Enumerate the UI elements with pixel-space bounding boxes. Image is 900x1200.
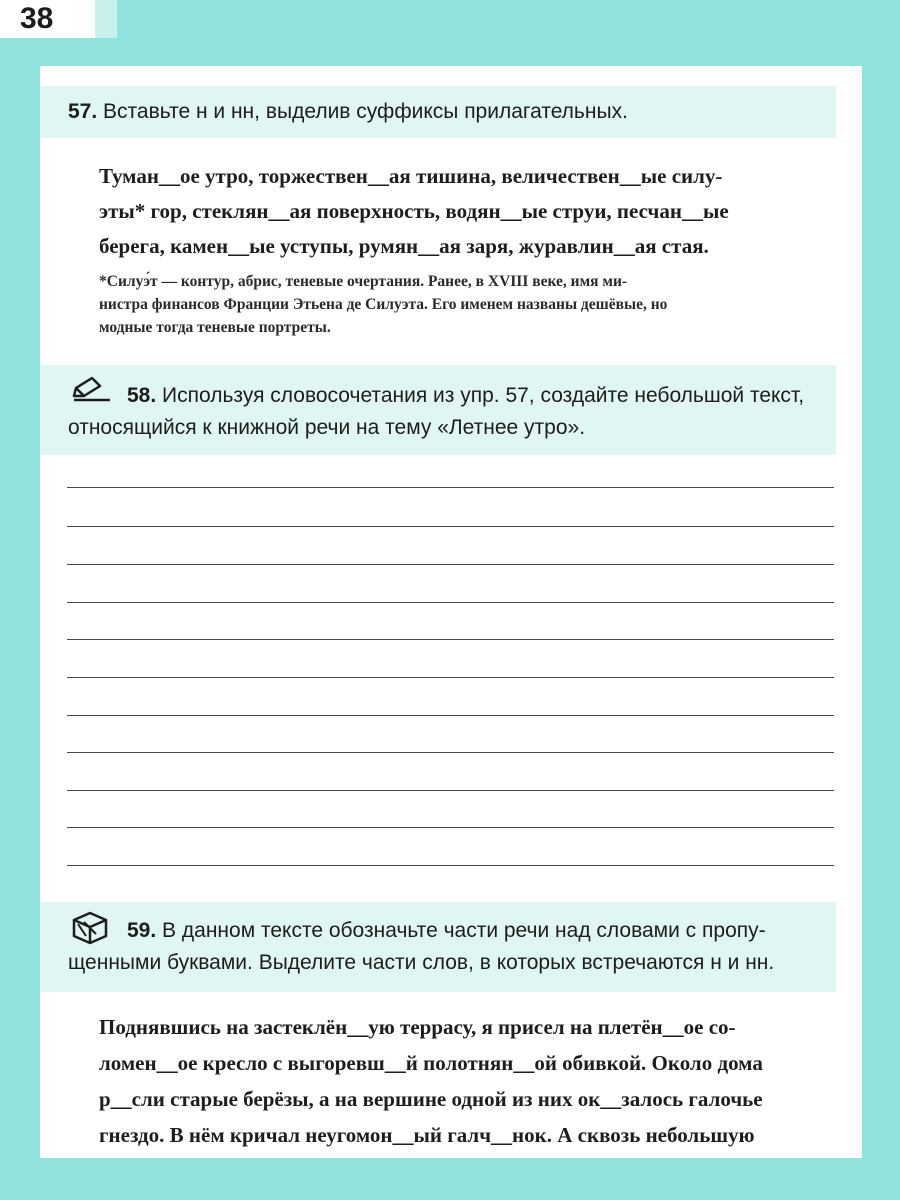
ex57-instruction-text: Вставьте н и нн, выделив суффиксы прилагательных. (103, 100, 628, 123)
ex57-text (99, 159, 835, 264)
ex57-footnote (99, 270, 835, 339)
writing-line[interactable] (67, 715, 834, 716)
ex59-instruction (127, 915, 847, 947)
ex57-instruction (68, 96, 848, 128)
ex58-number: 58. (127, 384, 157, 407)
text-line: Поднявшись на застеклён__ую террасу, я присел на плетён__ое со- (99, 1015, 736, 1039)
writing-line[interactable] (67, 827, 834, 828)
writing-line[interactable] (67, 752, 834, 753)
footnote-line: *Силуэ́т — контур, абрис, теневые очертания. Ранее, в XVIII веке, имя ми- (99, 273, 628, 290)
text-line: гнездо. В нём кричал неугомон__ый галч__нок. А сквозь небольшую (99, 1123, 755, 1147)
ex59-number: 59. (127, 919, 157, 942)
ex58-instruction-2 (68, 412, 848, 444)
open-box-icon (70, 910, 110, 946)
text-line: эты* гор, стеклян__ая поверхность, водян__ые струи, песчан__ые (99, 199, 729, 223)
writing-line[interactable] (67, 677, 834, 678)
ex59-instruction-line: В данном тексте обозначьте части речи над словами с пропу- (162, 919, 766, 942)
ex59-instruction-line: щенными буквами. Выделите части слов, в которых встречаются н и нн. (68, 951, 775, 974)
footnote-line: нистра финансов Франции Этьена де Силуэта. Его именем названы дешёвые, но (99, 296, 668, 313)
writing-line[interactable] (67, 564, 834, 565)
ex59-instruction-2 (68, 947, 848, 979)
page-number: 38 (20, 2, 54, 35)
footnote-line: модные тогда теневые портреты. (99, 319, 331, 336)
page-number-tab (95, 0, 117, 38)
text-line: р__сли старые берёзы, а на вершине одной из них ок__залось галочье (99, 1087, 763, 1111)
writing-line[interactable] (67, 487, 834, 488)
writing-line[interactable] (67, 790, 834, 791)
ex58-instruction-line: Используя словосочетания из упр. 57, создайте небольшой текст, (162, 384, 805, 407)
writing-line[interactable] (67, 526, 834, 527)
ex58-instruction (127, 380, 847, 412)
pencil-writing-icon (70, 374, 114, 406)
writing-line[interactable] (67, 865, 834, 866)
ex59-text (99, 1009, 835, 1153)
text-line: ломен__ое кресло с выгоревш__й полотнян__ой обивкой. Около дома (99, 1051, 763, 1075)
writing-line[interactable] (67, 602, 834, 603)
text-line: берега, камен__ые уступы, румян__ая заря, журавлин__ая стая. (99, 234, 709, 258)
writing-line[interactable] (67, 639, 834, 640)
ex58-instruction-line: относящийся к книжной речи на тему «Летнее утро». (68, 416, 586, 439)
text-line: Туман__ое утро, торжествен__ая тишина, величествен__ые силу- (99, 164, 723, 188)
ex57-number: 57. (68, 100, 98, 123)
